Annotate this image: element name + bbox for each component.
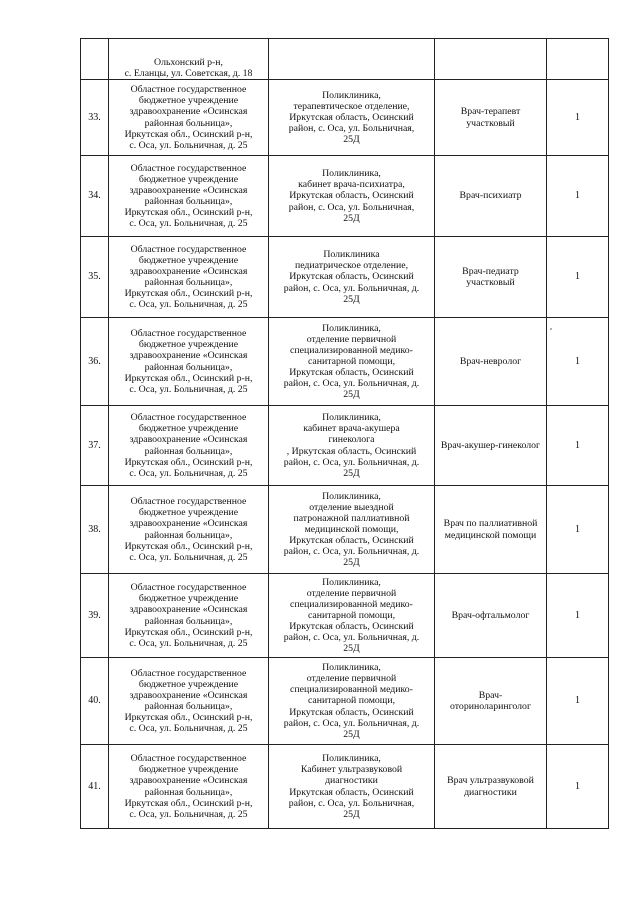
row-number-text: 39.	[88, 609, 101, 621]
vacancy-table-body	[81, 39, 609, 829]
workplace-text: Поликлиника, кабинет врача-психиатра, Иркутская область, Осинский район, с. Оса, ул. Больничная, 25Д	[288, 168, 415, 224]
organization-cell	[109, 318, 269, 406]
position-cell	[435, 318, 547, 406]
workplace-cell	[269, 318, 435, 406]
count-cell	[547, 237, 609, 318]
position-cell	[435, 745, 547, 829]
row-number-text: 40.	[88, 695, 101, 707]
organization-text: Областное государственное бюджетное учреждение здравоохранение «Осинская районная больница», Иркутская обл., Осинский р-н, с. Оса, ул. Больничная, д. 25	[124, 496, 253, 563]
workplace-cell	[269, 406, 435, 486]
count-text: 1	[575, 271, 580, 283]
organization-text: Областное государственное бюджетное учреждение здравоохранение «Осинская районная больница», Иркутская обл., Осинский р-н, с. Оса, ул. Больничная, д. 25	[124, 162, 253, 230]
organization-cell	[109, 574, 269, 658]
count-text: 1	[575, 780, 580, 792]
position-text: Врач-невролог	[459, 355, 522, 367]
row-number-text: 37.	[88, 439, 101, 451]
workplace-cell	[269, 486, 435, 574]
organization-text: Областное государственное бюджетное учреждение здравоохранение «Осинская районная больница», Иркутская обл., Осинский р-н, с. Оса, ул. Больничная, д. 25	[124, 753, 253, 820]
organization-text: Ольхонский р-н, с. Еланцы, ул. Советская, д. 18	[124, 56, 253, 79]
organization-text: Областное государственное бюджетное учреждение здравоохранение «Осинская районная больница», Иркутская обл., Осинский р-н, с. Оса, ул. Больничная, д. 25	[124, 328, 253, 395]
table-row	[81, 318, 609, 406]
workplace-text: Поликлиника педиатрическое отделение, Иркутская область, Осинский район, с. Оса, ул. Больничная, д. 25Д	[283, 249, 420, 305]
table-row	[81, 406, 609, 486]
position-cell	[435, 574, 547, 658]
workplace-cell	[269, 39, 435, 80]
row-number-cell	[81, 318, 109, 406]
count-cell	[547, 406, 609, 486]
workplace-cell	[269, 574, 435, 658]
position-cell	[435, 39, 547, 80]
row-number-cell	[81, 406, 109, 486]
organization-cell	[109, 156, 269, 237]
position-cell	[435, 486, 547, 574]
count-cell	[547, 574, 609, 658]
count-text: 1	[575, 439, 580, 451]
position-text: Врач-психиатр	[459, 190, 522, 202]
position-cell	[435, 156, 547, 237]
vacancy-table	[80, 38, 609, 829]
table-row	[81, 237, 609, 318]
workplace-text: Поликлиника, отделение первичной специализированной медико- санитарной помощи, Иркутская область, Осинский район, с. Оса, ул. Больничная, д. 25Д	[283, 576, 420, 655]
row-number-cell	[81, 80, 109, 156]
table-row	[81, 658, 609, 745]
table-row	[81, 80, 609, 156]
row-number-text: 36.	[88, 355, 101, 367]
organization-cell	[109, 39, 269, 80]
organization-text: Областное государственное бюджетное учреждение здравоохранение «Осинская районная больница», Иркутская обл., Осинский р-н, с. Оса, ул. Больничная, д. 25	[124, 582, 253, 649]
organization-text: Областное государственное бюджетное учреждение здравоохранение «Осинская районная больница», Иркутская обл., Осинский р-н, с. Оса, ул. Больничная, д. 25	[124, 412, 253, 479]
workplace-text: Поликлиника, Кабинет ультразвуковой диагностики Иркутская область, Осинский район, с. Оса, ул. Больничная, 25Д	[288, 753, 415, 820]
count-cell	[547, 658, 609, 745]
count-text: 1	[575, 523, 580, 535]
workplace-cell	[269, 237, 435, 318]
workplace-text: Поликлиника, терапевтическое отделение, Иркутская область, Осинский район, с. Оса, ул. Больничная, 25Д	[288, 89, 415, 146]
workplace-cell	[269, 80, 435, 156]
count-cell	[547, 486, 609, 574]
table-row-continuation	[81, 39, 609, 80]
position-cell	[435, 406, 547, 486]
workplace-text: Поликлиника, отделение выездной патронажной паллиативной медицинской помощи, Иркутская область, Осинский район, с. Оса, ул. Больничная, д. 25Д	[283, 490, 420, 569]
table-row	[81, 574, 609, 658]
position-cell	[435, 658, 547, 745]
position-text: Врач ультразвуковой диагностики	[447, 775, 534, 798]
workplace-text: Поликлиника, кабинет врача-акушера гинеколога , Иркутская область, Осинский район, с. Оса, ул. Больничная, д. 25Д	[283, 412, 420, 479]
table-row	[81, 156, 609, 237]
workplace-cell	[269, 658, 435, 745]
organization-text: Областное государственное бюджетное учреждение здравоохранение «Осинская районная больница», Иркутская обл., Осинский р-н, с. Оса, ул. Больничная, д. 25	[124, 84, 253, 151]
count-cell	[547, 39, 609, 80]
organization-cell	[109, 406, 269, 486]
row-number-cell	[81, 486, 109, 574]
count-cell	[547, 80, 609, 156]
count-text: 1	[575, 695, 580, 707]
scan-speck	[550, 328, 552, 330]
document-page	[80, 38, 608, 829]
workplace-cell	[269, 156, 435, 237]
position-text: Врач-акушер-гинеколог	[440, 439, 541, 451]
count-cell	[547, 156, 609, 237]
row-number-cell	[81, 574, 109, 658]
workplace-cell	[269, 745, 435, 829]
organization-text: Областное государственное бюджетное учреждение здравоохранение «Осинская районная больница», Иркутская обл., Осинский р-н, с. Оса, ул. Больничная, д. 25	[124, 243, 253, 311]
position-cell	[435, 237, 547, 318]
workplace-text: Поликлиника, отделение первичной специализированной медико- санитарной помощи, Иркутская область, Осинский район, с. Оса, ул. Больничная, д. 25Д	[283, 322, 420, 401]
count-text: 1	[575, 190, 580, 202]
organization-cell	[109, 237, 269, 318]
count-cell	[547, 318, 609, 406]
row-number-text: 34.	[88, 190, 101, 202]
count-text: 1	[575, 609, 580, 621]
position-text: Врач-офтальмолог	[451, 609, 530, 621]
position-text: Врач-терапевт участковый	[460, 106, 521, 129]
count-cell	[547, 745, 609, 829]
row-number-cell	[81, 39, 109, 80]
organization-cell	[109, 80, 269, 156]
row-number-text: 33.	[88, 111, 101, 123]
organization-cell	[109, 486, 269, 574]
row-number-text: 35.	[88, 271, 101, 283]
workplace-text: Поликлиника, отделение первичной специализированной медико- санитарной помощи, Иркутская область, Осинский район, с. Оса, ул. Больничная, д. 25Д	[283, 662, 420, 740]
row-number-text: 38.	[88, 523, 101, 535]
position-text: Врач- оториноларинголог	[450, 689, 531, 712]
table-row	[81, 745, 609, 829]
position-text: Врач-педиатр участковый	[462, 265, 519, 288]
row-number-cell	[81, 658, 109, 745]
count-text: 1	[575, 355, 580, 367]
table-row	[81, 486, 609, 574]
row-number-cell	[81, 745, 109, 829]
organization-text: Областное государственное бюджетное учреждение здравоохранение «Осинская районная больница», Иркутская обл., Осинский р-н, с. Оса, ул. Больничная, д. 25	[124, 667, 253, 735]
row-number-cell	[81, 156, 109, 237]
row-number-text: 41.	[88, 780, 101, 792]
organization-cell	[109, 658, 269, 745]
position-cell	[435, 80, 547, 156]
count-text: 1	[575, 111, 580, 123]
position-text: Врач по паллиативной медицинской помощи	[443, 518, 538, 541]
organization-cell	[109, 745, 269, 829]
row-number-cell	[81, 237, 109, 318]
